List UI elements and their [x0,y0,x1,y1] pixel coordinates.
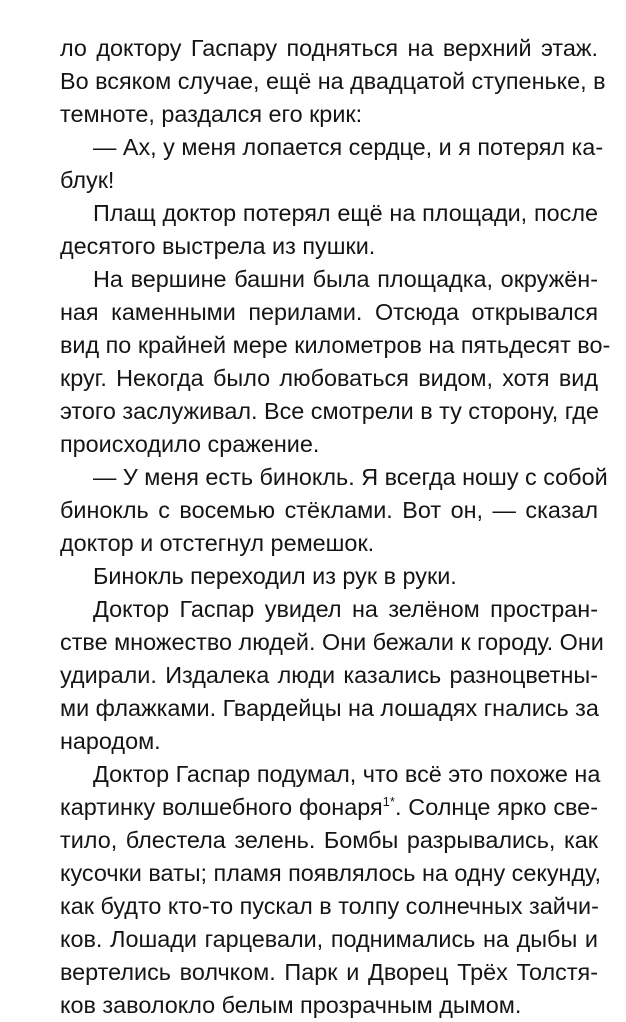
text-line: бинокль с восемью стёклами. Вот он, — сказал [60,497,598,523]
text-run: картинку волшебного фонаря [60,794,383,820]
text-line: ков заволокло белым прозрачным дымом. [60,992,522,1018]
text-line: ми флажками. Гвардейцы на лошадях гнались за [60,695,599,721]
text-line: тило, блестела зелень. Бомбы разрывались, как [60,827,598,853]
text-line: ло доктору Гаспару подняться на верхний этаж. [60,35,598,61]
text-line: десятого выстрела из пушки. [60,233,376,259]
text-line: ков. Лошади гарцевали, поднимались на дыбы и [60,926,598,952]
text-line: удирали. Издалека люди казались разноцветны- [60,662,598,688]
text-line: ная каменными перилами. Отсюда открывался [60,299,598,325]
text-line: этого заслуживал. Все смотрели в ту сторону, где [60,398,599,424]
text-line: стве множество людей. Они бежали к городу. Они [60,629,604,655]
text-line: кусочки ваты; пламя появлялось на одну секунду, [60,860,601,886]
text-line: — У меня есть бинокль. Я всегда ношу с собой [93,464,608,490]
text-line: Доктор Гаспар увидел на зелёном простран- [93,596,598,622]
text-line: На вершине башни была площадка, окружён- [93,266,598,292]
text-line: блук! [60,167,115,193]
text-line: Доктор Гаспар подумал, что всё это похоже на [93,761,601,787]
text-line: — Ах, у меня лопается сердце, и я потерял ка- [93,134,604,160]
text-line: вертелись волчком. Парк и Дворец Трёх Толстя- [60,959,598,985]
text-line: темноте, раздался его крик: [60,101,363,127]
text-line: Плащ доктор потерял ещё на площади, после [93,200,598,226]
text-line: Бинокль переходил из рук в руки. [93,563,457,589]
text-line: народом. [60,728,161,754]
text-line: вид по крайней мере километров на пятьдесят во- [60,332,611,358]
text-line: как будто кто-то пускал в толпу солнечных зайчи- [60,893,599,919]
text-line: Во всяком случае, ещё на двадцатой ступеньке, в [60,68,606,94]
text-line: доктор и отстегнул ремешок. [60,530,375,556]
text-line: круг. Некогда было любоваться видом, хотя вид [60,365,598,391]
text-line: происходило сражение. [60,431,320,457]
text-line [60,791,598,824]
footnote-reference: 1* [382,794,395,809]
text-run: . Солнце ярко све- [394,794,598,820]
